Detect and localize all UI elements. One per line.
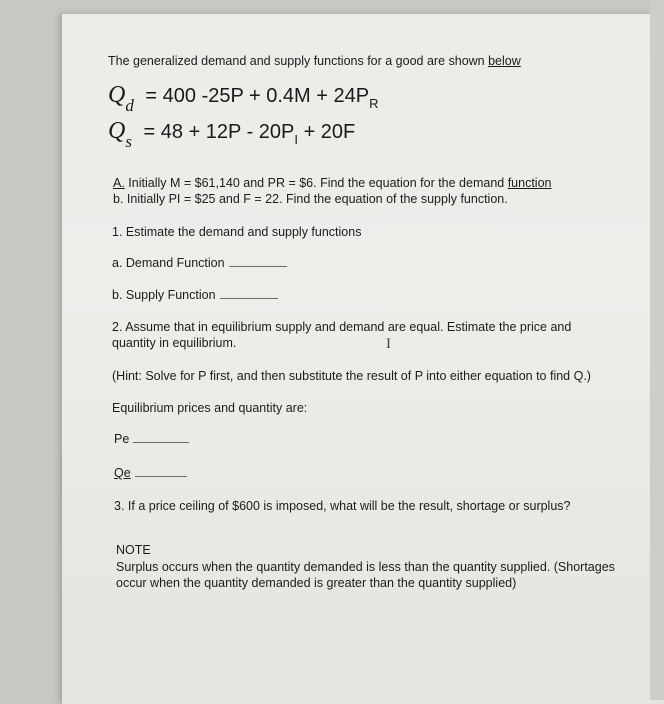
q3-text: 3. If a price ceiling of $600 is imposed, what will be the result, shortage or surplus?: [114, 499, 571, 513]
q2-line2: quantity in equilibrium.: [112, 336, 237, 350]
q1-supply-function: [112, 288, 278, 302]
q1-title: 1. Estimate the demand and supply functions: [112, 225, 362, 239]
q1-demand-label: a. Demand Function: [112, 256, 225, 270]
qe-label: Qe: [114, 466, 131, 480]
qe-row: [114, 466, 187, 480]
demand-answer-blank[interactable]: [229, 265, 287, 267]
demand-rhs: = 400 -25P + 0.4M + 24P: [145, 85, 370, 107]
task-a: [113, 176, 551, 190]
note-line2: occur when the quantity demanded is greater than the quantity supplied): [116, 576, 517, 590]
note-line1: Surplus occurs when the quantity demanded is less than the quantity supplied. (Shortages: [116, 560, 615, 574]
q2-line1: 2. Assume that in equilibrium supply and demand are equal. Estimate the price and: [112, 320, 572, 334]
background-edge: [650, 0, 664, 700]
intro-text-main: The generalized demand and supply functions for a good are shown: [108, 54, 489, 68]
supply-equation: [108, 118, 356, 151]
q1-demand-function: [112, 256, 287, 270]
equilibrium-label: Equilibrium prices and quantity are:: [112, 401, 308, 415]
supply-q-sub: s: [125, 132, 132, 151]
task-a-link: function: [507, 176, 552, 190]
supply-rhs-sub: I: [294, 132, 299, 147]
pe-answer-blank[interactable]: [133, 441, 189, 443]
task-a-text: Initially M = $61,140 and PR = $6. Find the equation for the demand: [124, 176, 508, 190]
supply-q-symbol: Q: [108, 118, 126, 144]
task-b: b. Initially PI = $25 and F = 22. Find the equation of the supply function.: [113, 192, 508, 206]
intro-text: [108, 54, 521, 68]
qe-answer-blank[interactable]: [135, 475, 187, 477]
pe-row: [114, 432, 189, 446]
supply-rhs: = 48 + 12P - 20P: [143, 121, 295, 143]
demand-q-sub: d: [125, 96, 134, 115]
q2-hint: (Hint: Solve for P first, and then substitute the result of P into either equation to find Q.): [112, 369, 591, 383]
note-title: NOTE: [116, 543, 151, 557]
task-a-label: A.: [113, 176, 125, 190]
intro-link: below: [488, 54, 521, 68]
demand-q-symbol: Q: [108, 82, 126, 108]
pe-label: Pe: [114, 432, 130, 446]
demand-rhs-sub: R: [369, 96, 379, 111]
text-cursor-icon: I: [386, 336, 391, 352]
demand-equation: [108, 82, 379, 115]
supply-answer-blank[interactable]: [220, 297, 278, 299]
supply-rhs-post: + 20F: [298, 121, 356, 143]
q1-supply-label: b. Supply Function: [112, 288, 216, 302]
